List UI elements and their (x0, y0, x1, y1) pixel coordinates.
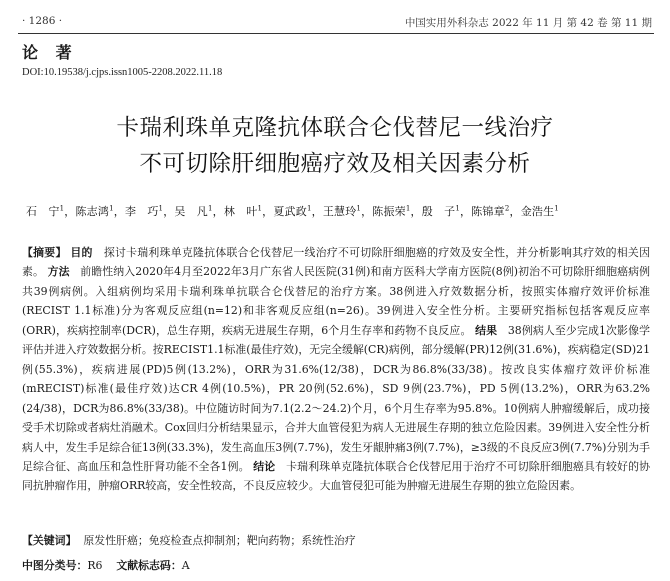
methods-text: 前瞻性纳入2020年4月至2022年3月广东省人民医院(31例)和南方医科大学南方医院(8例)初治不可切除肝细胞癌病例共39例病例。入组病例均采用卡瑞利珠单抗联合仑伐替尼的治疗方案。38例进入疗效数据分析，按照实体瘤疗效评价标准(RECIST 1.1标准)分为客观反应组(n=12)和非客观反应组(n=26)。39例进入安全性分析。主要研究指标包括客观反应率(ORR)，疾病控制率(DCR)，总生存期，疾病无进展生存期，6个月生存率和药物不良反应。 (22, 265, 650, 337)
author-name: 陈志鸿 (75, 205, 110, 218)
title-line-1: 卡瑞利珠单克隆抗体联合仑伐替尼一线治疗 (116, 115, 554, 141)
author-separator: ， (64, 205, 76, 218)
page-number: · 1286 · (22, 15, 63, 27)
header-divider (18, 33, 654, 34)
author-separator: ， (163, 205, 175, 218)
author-affiliation-mark: 1 (208, 204, 213, 213)
author-name: 石 宁 (26, 205, 60, 218)
author-name: 王慧玲 (322, 205, 357, 218)
objective-label: 目的 (70, 246, 93, 259)
title-line-2: 不可切除肝细胞癌疗效及相关因素分析 (139, 151, 531, 177)
objective-text: 探讨卡瑞利珠单克隆抗体联合仑伐替尼一线治疗不可切除肝细胞癌的疗效及安全性，并分析影响其疗效的相关因素。 (22, 246, 650, 279)
results-label: 结果 (475, 323, 498, 337)
author-name: 吴 凡 (174, 205, 209, 218)
author-affiliation-mark: 2 (504, 204, 510, 213)
author-separator: ， (113, 205, 125, 218)
keywords-tag: 【关键词】 (22, 534, 77, 547)
author-separator: ， (311, 205, 323, 218)
author-affiliation-mark: 1 (356, 204, 362, 213)
author-affiliation-mark: 1 (257, 204, 263, 213)
author-affiliation-mark: 1 (405, 204, 411, 213)
author-separator: ， (509, 205, 521, 218)
clc-label: 中图分类号： (22, 559, 88, 572)
running-header (22, 12, 652, 32)
author-name: 金浩生 (520, 205, 555, 218)
clc-value: R6 (87, 559, 103, 572)
article-title (0, 110, 670, 182)
author-affiliation-mark: 1 (455, 204, 461, 213)
classification-line (22, 557, 190, 573)
author-name: 李 巧 (124, 205, 159, 218)
section-label: 论 著 (22, 43, 78, 62)
author-affiliation-mark: 1 (554, 204, 559, 213)
author-affiliation-mark: 1 (59, 204, 65, 213)
doc-code-value: A (181, 559, 190, 572)
conclusion-text: 卡瑞利珠单克隆抗体联合仑伐替尼用于治疗不可切除肝细胞癌具有较好的协同抗肿瘤作用，肿瘤ORR较高，安全性较高，不良反应较少。大血管侵犯可能为肿瘤无进展生存期的独立危险因素。 (22, 459, 650, 493)
author-list (26, 203, 660, 219)
methods-label: 方法 (47, 265, 70, 279)
doc-code-label: 文献标志码： (116, 559, 182, 572)
author-affiliation-mark: 1 (109, 204, 114, 213)
author-name: 陈振荣 (372, 205, 406, 218)
author-separator: ， (212, 205, 224, 218)
author-name: 殷 子 (421, 205, 456, 218)
author-affiliation-mark: 1 (306, 204, 312, 213)
author-separator: ， (460, 205, 472, 218)
author-name: 林 叶 (223, 205, 258, 218)
keywords-text: 原发性肝癌；免疫检查点抑制剂；靶向药物；系统性治疗 (83, 534, 356, 547)
abstract-tag: 【摘要】 (22, 246, 67, 259)
author-name: 夏武政 (273, 205, 307, 218)
journal-citation: 中国实用外科杂志 2022 年 11 月 第 42 卷 第 11 期 (404, 17, 652, 29)
results-text: 38例病人至少完成1次影像学评估并进入疗效数据分析。按RECIST1.1标准(最佳疗效)，无完全缓解(CR)病例，部分缓解(PR)12例(31.6%)，疾病稳定(SD)21例(55.3%)，疾病进展(PD)5例(13.2%)，ORR为31.6%(12/38)，DCR为86.8%(33/38)。按改良实体瘤疗效评价标准(mRECIST)标准(最佳疗效)达CR 4例(10.5%)，PR 20例(52.6%)，SD 9例(23.7%)，PD 5例(13.2%)，ORR为63.2%(24/38)，DCR为86.8%(33/38)。中位随访时间为7.1(2.2～24.2)个月，6个月生存率为95.8%。10例病人肿瘤缓解后，成功接受手术切除或者病灶消融术。Cox回归分析结果显示，合并大血管侵犯为病人无进展生存期的独立危险因素。39例进入安全性分析病人中，发生手足综合征13例(33.3%)，发生高血压3例(7.7%)，发生牙龈肿痛3例(7.7%)，≥3级的不良反应3例(7.7%)分别为手足综合征、高血压和急性肝肾功能不全各1例。 (22, 323, 650, 473)
keywords (22, 532, 650, 548)
author-separator: ， (410, 205, 422, 218)
author-separator: ， (262, 205, 274, 218)
abstract (22, 243, 650, 496)
author-affiliation-mark: 1 (158, 204, 164, 213)
author-separator: ， (361, 205, 373, 218)
doi: DOI:10.19538/j.cjps.issn1005-2208.2022.11.18 (22, 67, 223, 78)
author-name: 陈锦章 (471, 205, 505, 218)
conclusion-label: 结论 (253, 459, 276, 473)
